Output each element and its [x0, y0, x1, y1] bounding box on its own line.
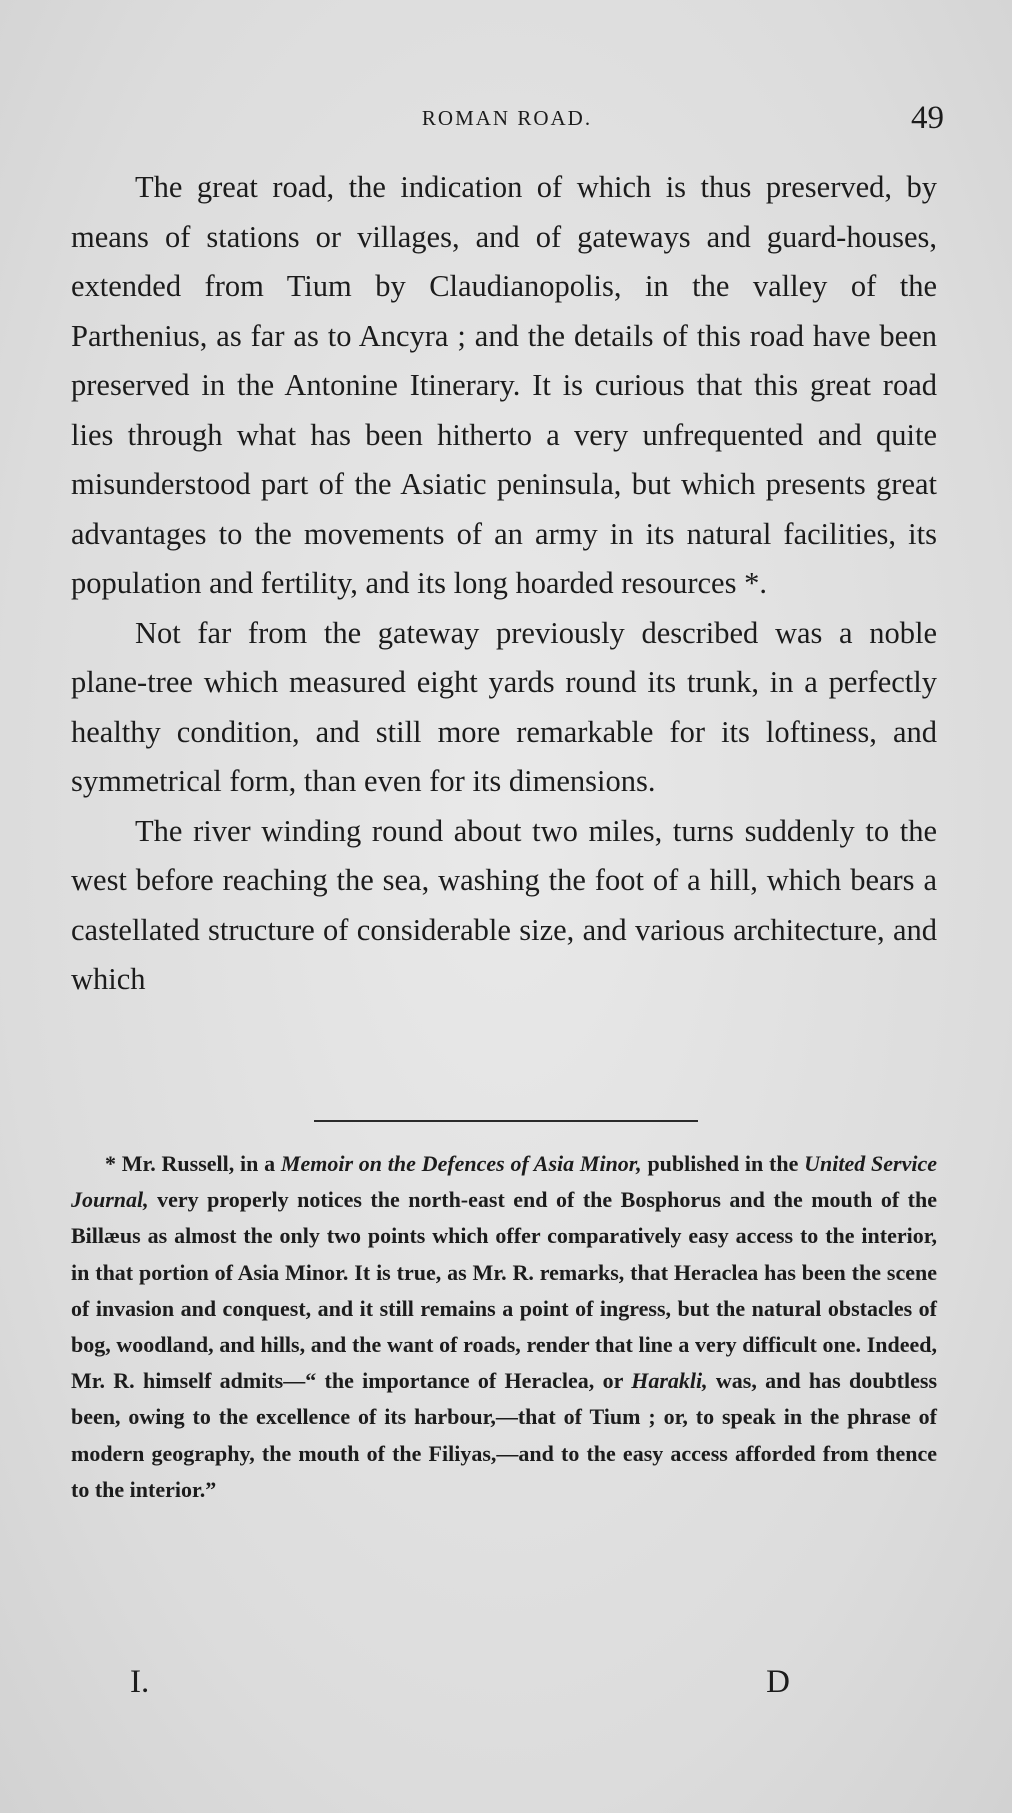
footnote: [71, 1146, 937, 1508]
main-text: [71, 163, 937, 1005]
paragraph-roman-road: The great road, the indication of which is thus preserved, by means of stations or villages, and of gateways and guard-houses, extended from Tium by Claudianopolis, in the valley of the Parthenius, as far as to Ancyra ; and the details of this road have been preserved in the Antonine Itinerary. It is curious that this great road lies through what has been hitherto a very unfrequented and quite misunderstood part of the Asiatic peninsula, but which presents great advantages to the movements of an army in its natural facilities, its population and fertility, and its long hoarded resources *.: [71, 170, 937, 600]
footnote-journal-title: United Service Journal,: [71, 1151, 937, 1213]
running-head-title: ROMAN ROAD.: [421, 106, 593, 130]
running-head: [70, 100, 944, 140]
footnote-text-3: very properly notices the north-east end of the Bosphorus and the mouth of the Billæus as almost the only two points which offer comparatively easy access to the interior, in that portion of Asia Minor. It is true, as Mr. R. remarks, that Heraclea has been the scene of invasion and conquest, and it still remains a point of ingress, but the natural obstacles of bog, woodland, and hills, and the want of roads, render that line a very difficult one. Indeed, Mr. R. himself admits—“ the importance of Heraclea, or: [71, 1187, 937, 1394]
gathering-mark: D: [766, 1664, 790, 1700]
footnote-text-1: Mr. Russell, in a: [116, 1151, 281, 1176]
footnote-text-2: published in the: [641, 1151, 805, 1176]
volume-mark: I.: [130, 1664, 150, 1700]
footnote-memoir-title: Memoir on the Defences of Asia Minor,: [280, 1151, 642, 1176]
paragraph-plane-tree: Not far from the gateway previously described was a noble plane-tree which measured eight yards round its trunk, in a perfectly healthy condition, and still more remarkable for its loftiness, and symmetrical form, than even for its dimensions.: [71, 615, 937, 798]
footnote-text-4: was, and has doubtless been, owing to the excellence of its harbour,—that of Tium ; or, to speak in the phrase of modern geography, the mouth of the Filiyas,—and to the easy access afforded from thence to the interior.”: [71, 1368, 938, 1502]
paragraph-river: The river winding round about two miles, turns suddenly to the west before reaching the sea, washing the foot of a hill, which bears a castellated structure of considerable size, and various architecture, and which: [71, 813, 937, 996]
footnote-place-name: Harakli,: [631, 1368, 708, 1394]
footnote-rule: [314, 1120, 698, 1122]
footnote-marker: *: [105, 1151, 116, 1176]
page-number: 49: [911, 100, 944, 136]
